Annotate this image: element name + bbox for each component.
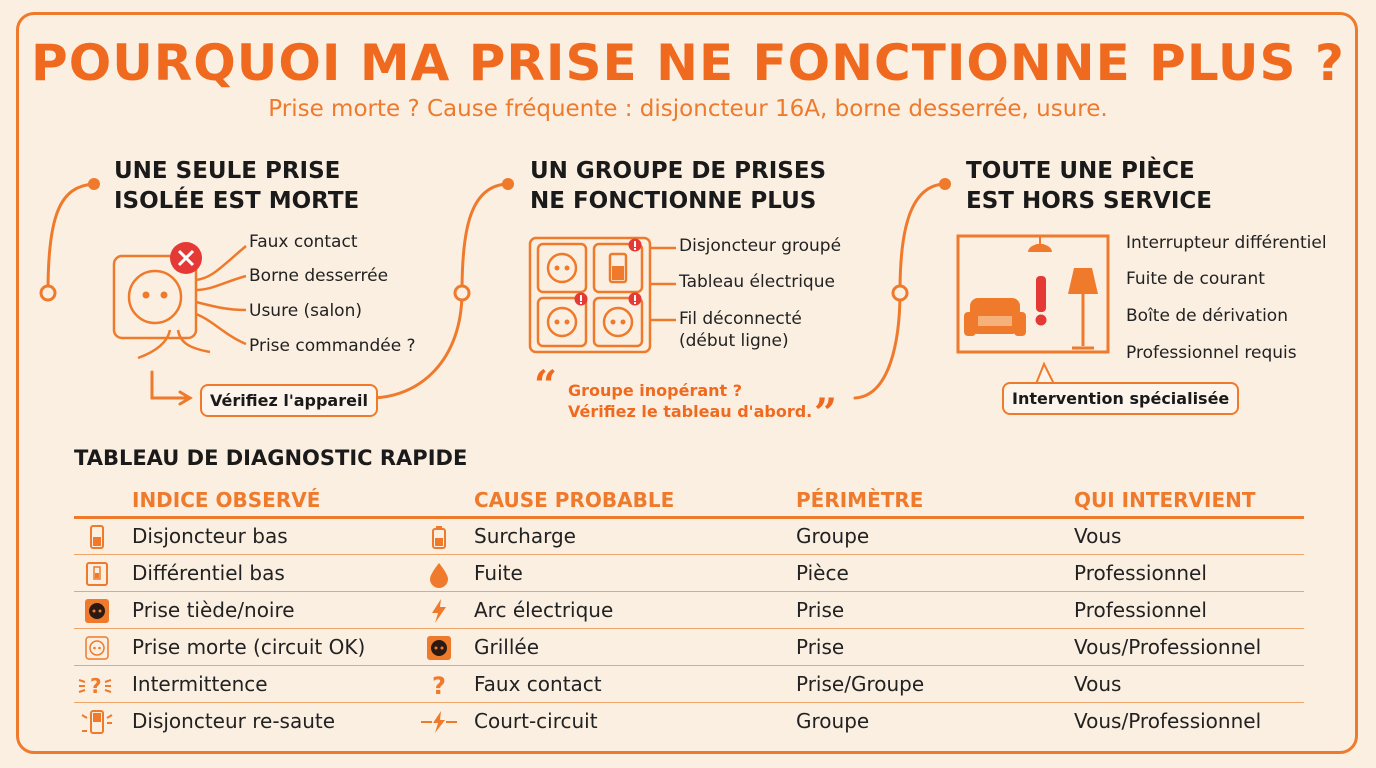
section2-title-line2: NE FONCTIONNE PLUS <box>530 188 817 214</box>
section2-item-3: Fil déconnecté <box>679 309 802 329</box>
section1-item-1: Faux contact <box>249 232 358 252</box>
header-qui: QUI INTERVIENT <box>1074 488 1256 512</box>
section2-quote-line2: Vérifiez le tableau d'abord. <box>568 402 813 421</box>
header-indice: INDICE OBSERVÉ <box>132 488 321 512</box>
page-subtitle: Prise morte ? Cause fréquente : disjoncteur 16A, borne desserrée, usure. <box>268 96 1108 122</box>
row1-perimetre: Groupe <box>796 524 870 548</box>
section2-title <box>530 156 826 216</box>
row5-perimetre: Prise/Groupe <box>796 672 925 696</box>
row-divider <box>74 628 1304 629</box>
page-title: POURQUOI MA PRISE NE FONCTIONNE PLUS ? <box>31 34 1345 92</box>
breaker-down-icon <box>84 524 110 550</box>
section1-item-2: Borne desserrée <box>249 266 389 286</box>
section3-title-line2: EST HORS SERVICE <box>966 188 1212 214</box>
header-perimetre: PÉRIMÈTRE <box>796 488 924 512</box>
row3-qui: Professionnel <box>1074 598 1207 622</box>
row2-perimetre: Pièce <box>796 561 849 585</box>
alert-icon <box>628 292 642 306</box>
lightning-icon <box>426 598 452 624</box>
differential-icon <box>84 561 110 587</box>
alert-icon <box>574 292 588 306</box>
drop-icon <box>426 561 452 587</box>
flicker-question-icon <box>78 672 104 698</box>
row1-cause: Surcharge <box>474 524 576 548</box>
row3-indice: Prise tiède/noire <box>132 598 295 622</box>
row4-qui: Vous/Professionnel <box>1074 635 1262 659</box>
row-divider <box>74 591 1304 592</box>
battery-icon <box>426 524 452 550</box>
section3-item-3: Boîte de dérivation <box>1126 306 1288 326</box>
section2-item-4: (début ligne) <box>679 331 789 351</box>
section1-title <box>114 156 359 216</box>
section1-item-3: Usure (salon) <box>249 301 362 321</box>
section3-item-4: Professionnel requis <box>1126 343 1297 363</box>
section2-quote <box>568 380 812 422</box>
burnt-outlet-icon <box>426 635 452 661</box>
svg-text:?: ? <box>90 674 102 698</box>
row-divider <box>74 665 1304 666</box>
section3-item-1: Interrupteur différentiel <box>1126 233 1327 253</box>
header-divider <box>74 516 1304 519</box>
check-appliance-button[interactable]: Vérifiez l'appareil <box>200 384 378 417</box>
alert-icon <box>628 238 642 252</box>
row4-indice: Prise morte (circuit OK) <box>132 635 366 659</box>
section3-title <box>966 156 1212 216</box>
table-title: TABLEAU DE DIAGNOSTIC RAPIDE <box>74 446 468 470</box>
row6-perimetre: Groupe <box>796 709 870 733</box>
outlet-group-icon <box>528 236 688 356</box>
armchair-icon <box>964 298 1026 336</box>
svg-text:?: ? <box>432 672 446 700</box>
close-quote-icon: ” <box>814 390 838 437</box>
row-divider <box>74 702 1304 703</box>
row1-indice: Disjoncteur bas <box>132 524 288 548</box>
error-x-icon <box>168 240 204 276</box>
row6-cause: Court-circuit <box>474 709 598 733</box>
row4-cause: Grillée <box>474 635 539 659</box>
section2-item-1: Disjoncteur groupé <box>679 236 842 256</box>
question-icon <box>426 672 452 698</box>
section1-item-4: Prise commandée ? <box>249 336 416 356</box>
section3-item-2: Fuite de courant <box>1126 269 1265 289</box>
row6-indice: Disjoncteur re-saute <box>132 709 336 733</box>
row6-qui: Vous/Professionnel <box>1074 709 1262 733</box>
section1-title-line2: ISOLÉE EST MORTE <box>114 188 360 214</box>
row2-qui: Professionnel <box>1074 561 1207 585</box>
open-quote-icon: “ <box>534 362 558 409</box>
row2-cause: Fuite <box>474 561 523 585</box>
room-icon <box>956 234 1112 354</box>
row5-cause: Faux contact <box>474 672 602 696</box>
burnt-outlet-icon <box>84 598 110 624</box>
section2-item-2: Tableau électrique <box>679 272 835 292</box>
section3-title-line1: TOUTE UNE PIÈCE <box>966 158 1195 184</box>
row5-indice: Intermittence <box>132 672 268 696</box>
row2-indice: Différentiel bas <box>132 561 285 585</box>
row4-perimetre: Prise <box>796 635 845 659</box>
section2-title-line1: UN GROUPE DE PRISES <box>530 158 827 184</box>
specialized-intervention-button[interactable]: Intervention spécialisée <box>1002 382 1239 415</box>
header-cause: CAUSE PROBABLE <box>474 488 675 512</box>
exclamation-icon <box>1036 276 1047 326</box>
dead-outlet-icon <box>84 635 110 661</box>
row3-perimetre: Prise <box>796 598 845 622</box>
section1-title-line1: UNE SEULE PRISE <box>114 158 341 184</box>
breaker-trip-icon <box>80 709 106 735</box>
short-circuit-icon <box>420 709 446 735</box>
section2-quote-line1: Groupe inopérant ? <box>568 381 743 400</box>
row5-qui: Vous <box>1074 672 1122 696</box>
row1-qui: Vous <box>1074 524 1122 548</box>
row3-cause: Arc électrique <box>474 598 614 622</box>
lamp-icon <box>1068 268 1098 348</box>
row-divider <box>74 554 1304 555</box>
